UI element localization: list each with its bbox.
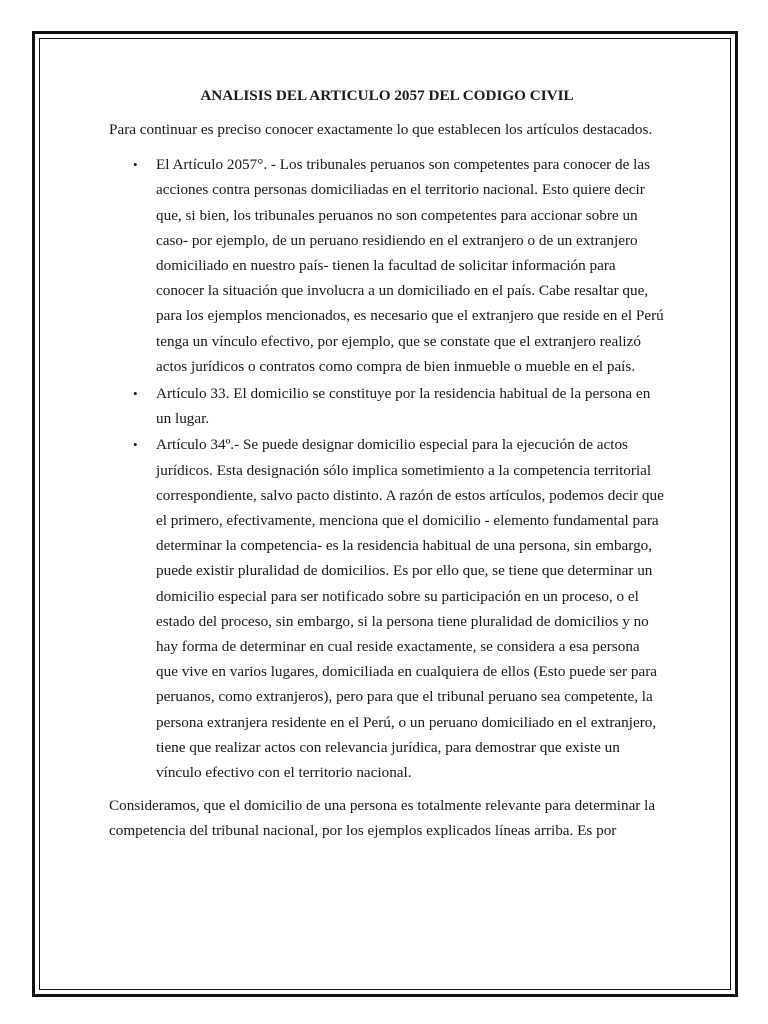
- list-item-article-2057: [109, 152, 665, 379]
- closing-paragraph: Consideramos, que el domicilio de una persona es totalmente relevante para determinar la competencia del tribunal nacional, por los ejemplos explicados líneas arriba. Es por: [109, 797, 656, 840]
- list-item-text: Artículo 33. El domicilio se constituye por la residencia habitual de la persona en un lugar.: [156, 384, 651, 427]
- list-item-text: El Artículo 2057°. - Los tribunales peruanos son competentes para conocer de las acciones contra personas domiciliadas en el territorio nacional. Esto quiere decir que, si bien, los tribunales peruanos no son competentes para accionar sobre un caso- por ejemplo, de un peruano residiendo en el extranjero o de un extranjero domiciliado en nuestro país- tienen la facultad de solicitar información para conocer la situación que involucra a un domiciliado en el país. Cabe resaltar que, para los ejemplos mencionados, es necesario que el extranjero que reside en el Perú tenga un vínculo efectivo, por ejemplo, que se constate que el extranjero realizó actos jurídicos o contratos como compra de bien inmueble o mueble en el país.: [156, 156, 664, 375]
- intro-paragraph: Para continuar es preciso conocer exactamente lo que establecen los artículos destacados.: [109, 121, 653, 138]
- document-body: [109, 84, 665, 854]
- bullet-icon: •: [133, 157, 138, 173]
- bullet-icon: •: [133, 437, 138, 453]
- document-title: ANALISIS DEL ARTICULO 2057 DEL CODIGO CIVIL: [200, 87, 574, 104]
- bullet-icon: •: [133, 385, 138, 401]
- article-list: [109, 152, 665, 785]
- list-item-article-33: [109, 381, 665, 431]
- list-item-article-34: [109, 432, 665, 785]
- list-item-text: Artículo 34º.- Se puede designar domicilio especial para la ejecución de actos jurídicos. Esta designación sólo implica sometimiento a la competencia territorial correspondiente, salvo pacto distinto. A razón de estos artículos, podemos decir que el primero, efectivamente, menciona que el domicilio - elemento fundamental para determinar la competencia- es la residencia habitual de una persona, sin embargo, puede existir pluralidad de domicilios. Es por ello que, se tiene que determinar un domicilio especial para ser notificado sobre su participación en un proceso, o el estado del proceso, sin embargo, si la persona tiene pluralidad de domicilios y no hay forma de determinar en cual reside exactamente, se considera a esa persona que vive en varios lugares, domiciliada en cualquiera de ellos (Esto puede ser para peruanos, como extranjeros), pero para que el tribunal peruano sea competente, la persona extranjera residente en el Perú, o un peruano domiciliado en el extranjero, tiene que realizar actos con relevancia jurídica, para demostrar que existe un vínculo efectivo con el territorio nacional.: [156, 436, 664, 782]
